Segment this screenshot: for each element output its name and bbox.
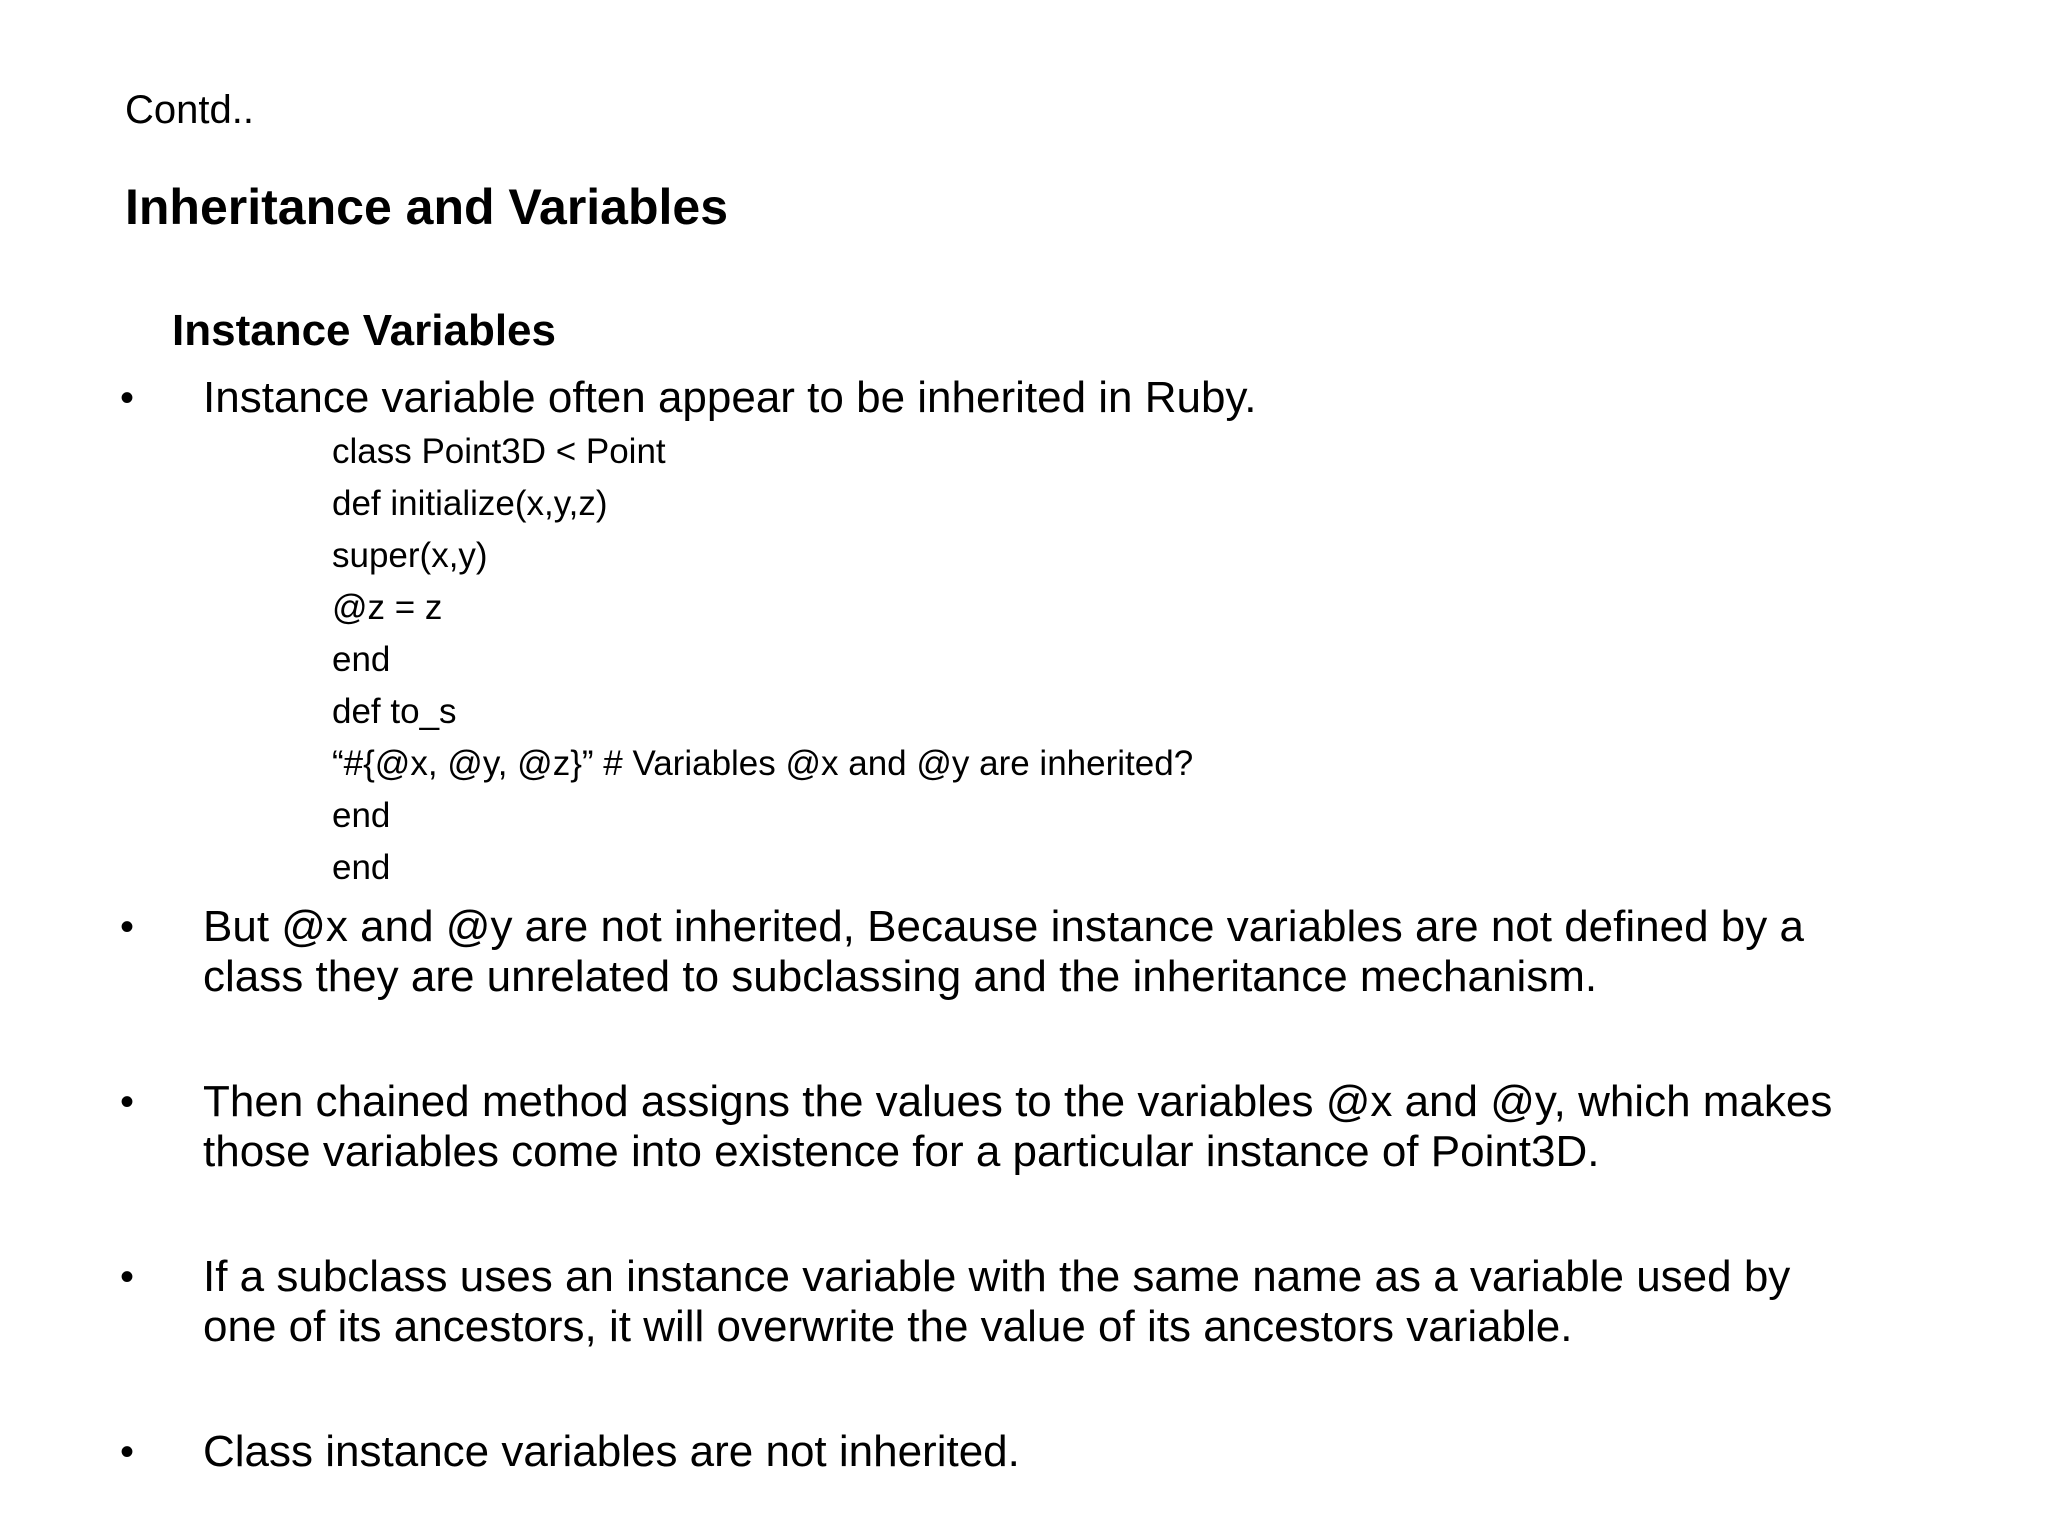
bullet-text: Class instance variables are not inherited. [203,1427,1020,1476]
code-line: end [332,640,391,679]
bullet-text: But @x and @y are not inherited, Because instance variables are not defined by a class they are unrelated to subclassing and the inheritance mechanism. [203,902,1804,1001]
code-line: class Point3D < Point [332,432,666,471]
bullet-symbol: • [120,1255,135,1299]
bullet-symbol: • [120,376,135,420]
code-line: end [332,796,391,835]
slide-title: Inheritance and Variables [125,179,729,235]
bullet-symbol: • [120,1080,135,1124]
code-line: def initialize(x,y,z) [332,484,608,523]
bullet-text: Instance variable often appear to be inherited in Ruby. [203,373,1257,422]
code-line: end [332,848,391,887]
contd-label: Contd.. [125,88,254,132]
bullet-text: Then chained method assigns the values to the variables @x and @y, which makes those variables come into existence for a particular instance of Point3D. [203,1077,1833,1176]
code-line: super(x,y) [332,536,488,575]
code-line: @z = z [332,588,443,627]
code-line: def to_s [332,692,457,731]
bullet-symbol: • [120,1430,135,1474]
section-heading: Instance Variables [172,306,556,355]
code-line: “#{@x, @y, @z}” # Variables @x and @y are inherited? [332,744,1194,783]
bullet-text: If a subclass uses an instance variable with the same name as a variable used by one of its ancestors, it will overwrite the value of its ancestors variable. [203,1252,1791,1351]
bullet-symbol: • [120,905,135,949]
